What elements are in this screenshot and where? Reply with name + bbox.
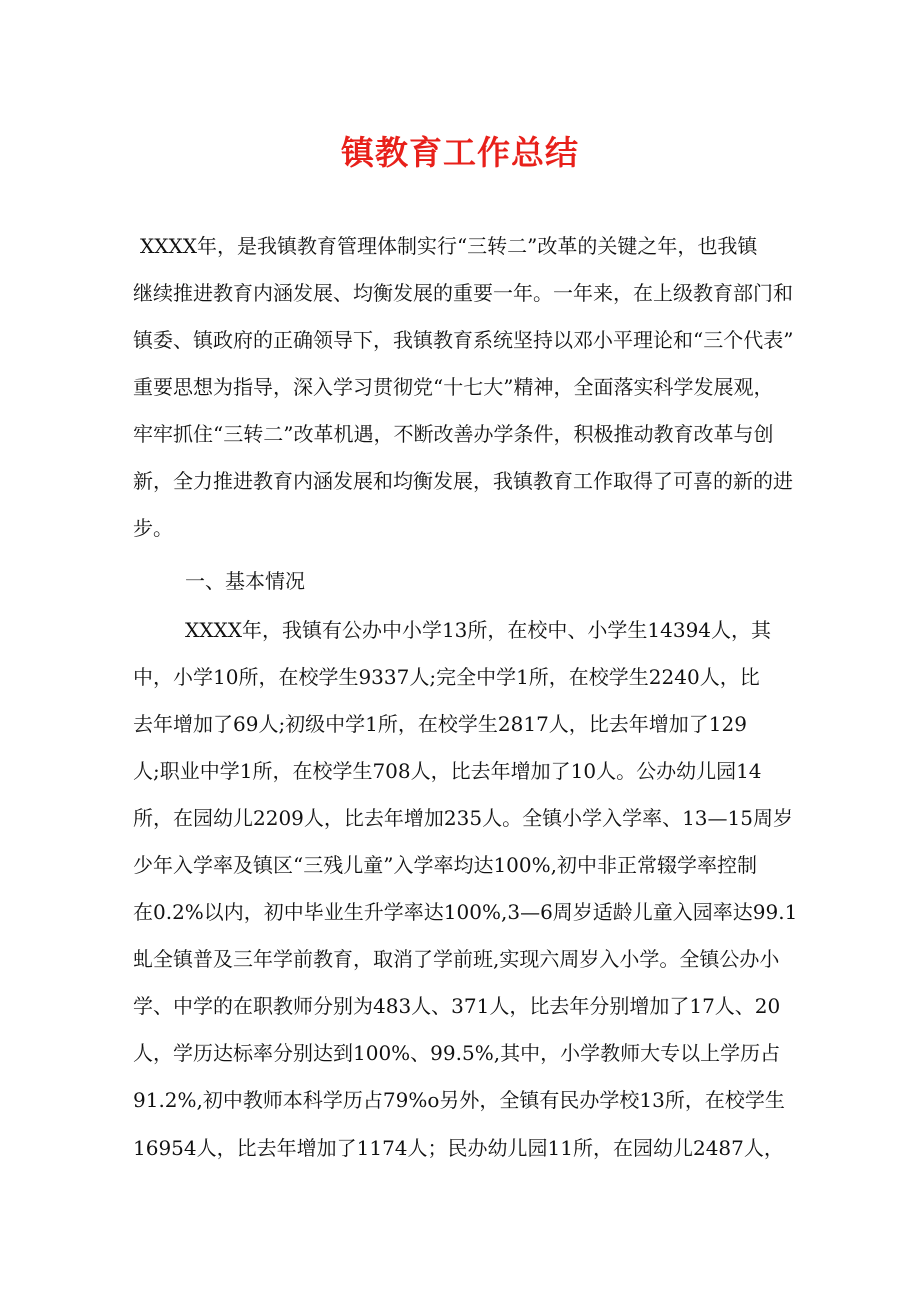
paragraph-line: 虬全镇普及三年学前教育，取消了学前班,实现六周岁入小学。全镇公办小 — [133, 947, 780, 971]
paragraph-line: 牢牢抓住“三转二”改革机遇，不断改善办学条件，积极推动教育改革与创 — [133, 422, 774, 446]
paragraph-line: 步。 — [133, 516, 173, 540]
paragraph-line: 中，小学10所，在校学生9337人;完全中学1所，在校学生2240人，比 — [133, 665, 760, 689]
paragraph-line: 人，学历达标率分别达到100%、99.5%,其中，小学教师大专以上学历占 — [133, 1041, 781, 1065]
paragraph-line: 镇委、镇政府的正确领导下，我镇教育系统坚持以邓小平理论和“三个代表” — [133, 328, 794, 352]
paragraph-line: 91.2%,初中教师本科学历占79%o另外，全镇有民办学校13所，在校学生 — [133, 1088, 785, 1112]
paragraph-line: XXXX年，是我镇教育管理体制实行“三转二”改革的关键之年，也我镇 — [140, 234, 758, 258]
section-heading: 一、基本情况 — [185, 569, 305, 593]
paragraph-line: 16954人，比去年增加了1174人；民办幼儿园11所，在园幼儿2487人， — [133, 1136, 784, 1160]
paragraph-line: 去年增加了69人;初级中学1所，在校学生2817人，比去年增加了129 — [133, 712, 747, 736]
paragraph-line: 人;职业中学1所，在校学生708人，比去年增加了10人。公办幼儿园14 — [133, 759, 762, 783]
paragraph-line: 新，全力推进教育内涵发展和均衡发展，我镇教育工作取得了可喜的新的进 — [133, 469, 793, 493]
paragraph-line: XXXX年，我镇有公办中小学13所，在校中、小学生14394人，其 — [185, 618, 772, 642]
paragraph-line: 所，在园幼儿2209人，比去年增加235人。全镇小学入学率、13—15周岁 — [133, 806, 793, 830]
paragraph-line: 少年入学率及镇区“三残儿童”入学率均达100%,初中非正常辍学率控制 — [133, 853, 757, 877]
paragraph-line: 在0.2%以内，初中毕业生升学率达100%,3—6周岁适龄儿童入园率达99.1 — [133, 900, 798, 924]
paragraph-line: 重要思想为指导，深入学习贯彻党“十七大”精神，全面落实科学发展观， — [133, 375, 774, 399]
document-title: 镇教育工作总结 — [341, 133, 579, 172]
paragraph-line: 继续推进教育内涵发展、均衡发展的重要一年。一年来，在上级教育部门和 — [133, 281, 793, 305]
paragraph-line: 学、中学的在职教师分别为483人、371人，比去年分别增加了17人、20 — [133, 994, 781, 1018]
